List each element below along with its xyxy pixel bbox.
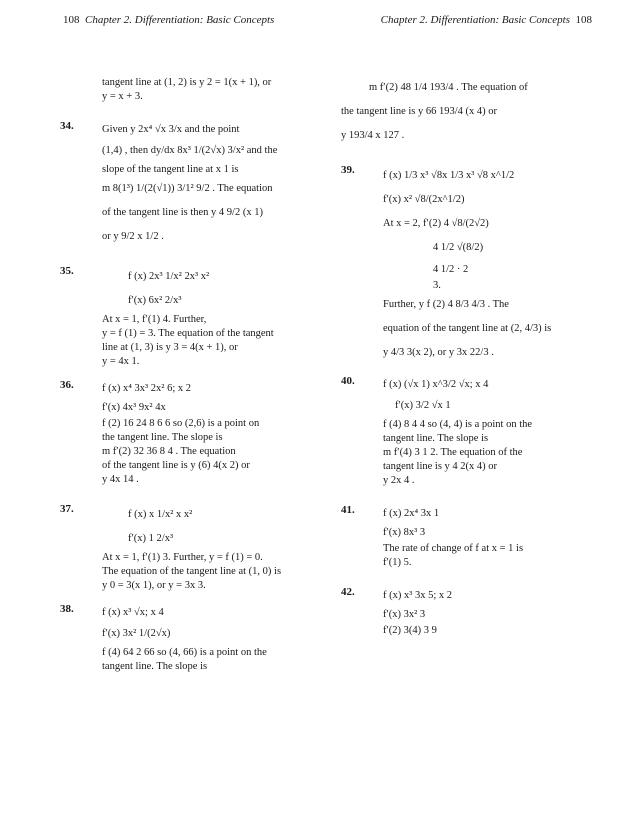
text-line: Given y 2x⁴ √x 3/x and the point [102, 124, 240, 135]
text-line: tangent line. The slope is [102, 661, 208, 672]
equation-line: 4 1/2 √(8/2) [433, 242, 484, 253]
chapter-title: Chapter 2. Differentiation: Basic Concepts [85, 14, 275, 26]
left-column [60, 76, 312, 674]
problem-number: 38. [60, 603, 74, 615]
text-line: y 2x 4 . [383, 475, 415, 486]
equation-line: f (x) x 1/x² x x² [128, 509, 193, 520]
text-line: y = f (1) = 3. The equation of the tangent [102, 328, 274, 339]
text-line: Further, y f (2) 4 8/3 4/3 . The [383, 299, 509, 310]
page-header-left [63, 14, 274, 26]
equation-line: f′(x) x² √8/(2x^1/2) [383, 194, 465, 205]
problem-number: 40. [341, 375, 355, 387]
text-line: The equation of the tangent line at (1, 0) is [102, 566, 282, 577]
text-line: (1,4) , then dy/dx 8x³ 1/(2√x) 3/x² and the [102, 145, 278, 156]
equation-line: 3. [433, 280, 441, 291]
equation-line: f (x) x³ 3x 5; x 2 [383, 590, 453, 601]
text-line: y 4x 14 . [102, 474, 139, 485]
equation-line: f′(2) 3(4) 3 9 [383, 625, 437, 636]
text-line: m f′(2) 48 1/4 193/4 . The equation of [369, 82, 528, 93]
text-line: The rate of change of f at x = 1 is [383, 543, 524, 554]
text-line: f (4) 8 4 4 so (4, 4) is a point on the [383, 419, 533, 430]
equation-line: f′(x) 3/2 √x 1 [395, 400, 451, 411]
text-line: m f′(2) 32 36 8 4 . The equation [102, 446, 236, 457]
equation-line: f′(x) 3x² 1/(2√x) [102, 628, 171, 639]
text-line: y = x + 3. [102, 91, 143, 102]
text-line: At x = 1, f′(1) 4. Further, [102, 314, 207, 325]
text-line: the tangent line. The slope is [102, 432, 223, 443]
page-number: 108 [63, 14, 80, 26]
problem-35 [60, 265, 312, 369]
problem-37 [60, 503, 312, 593]
equation-line: f′(x) 3x² 3 [383, 609, 426, 620]
problem-42 [341, 586, 593, 638]
problem-number: 37. [60, 503, 74, 515]
text-line: m 8(1³) 1/(2(√1)) 3/1² 9/2 . The equation [102, 183, 273, 194]
equation-line: f (x) 2x⁴ 3x 1 [383, 508, 440, 519]
text-line: or y 9/2 x 1/2 . [102, 231, 164, 242]
text-line: equation of the tangent line at (2, 4/3) is [383, 323, 552, 334]
equation-line: f (x) 1/3 x³ √8x 1/3 x³ √8 x^1/2 [383, 170, 515, 181]
text-line: of the tangent line is y (6) 4(x 2) or [102, 460, 250, 471]
text-line: y 4/3 3(x 2), or y 3x 22/3 . [383, 347, 494, 358]
equation-line: f (x) (√x 1) x^3/2 √x; x 4 [383, 379, 489, 390]
equation-line: f′(x) 8x³ 3 [383, 527, 426, 538]
text-line: At x = 2, f′(2) 4 √8/(2√2) [383, 218, 489, 229]
equation-line: f (x) x³ √x; x 4 [102, 607, 164, 618]
text-line: At x = 1, f′(1) 3. Further, y = f (1) = 0. [102, 552, 263, 563]
text-line: y 193/4 x 127 . [341, 130, 405, 141]
text-line: tangent line at (1, 2) is y 2 = 1(x + 1), or [102, 77, 272, 88]
text-line: slope of the tangent line at x 1 is [102, 164, 239, 175]
text-line: f (2) 16 24 8 6 6 so (2,6) is a point on [102, 418, 260, 429]
problem-number: 36. [60, 379, 74, 391]
text-line: the tangent line is y 66 193/4 (x 4) or [341, 106, 498, 117]
page-header-right [381, 14, 592, 26]
problem-41 [341, 504, 593, 570]
right-column [341, 76, 593, 638]
text-line: tangent line. The slope is [383, 433, 489, 444]
problem-number: 41. [341, 504, 355, 516]
text-line: m f′(4) 3 1 2. The equation of the [383, 447, 523, 458]
problem-number: 34. [60, 120, 74, 132]
text-line: line at (1, 3) is y 3 = 4(x + 1), or [102, 342, 238, 353]
problem-number: 35. [60, 265, 74, 277]
chapter-title: Chapter 2. Differentiation: Basic Concepts [380, 14, 570, 26]
equation-line: f′(x) 4x³ 9x² 4x [102, 402, 166, 413]
text-line: f′(1) 5. [383, 557, 412, 568]
problem-number: 42. [341, 586, 355, 598]
equation-line: f (x) 2x³ 1/x² 2x³ x² [128, 271, 210, 282]
problem-38 [60, 603, 312, 674]
equation-line: 4 1/2 · 2 [433, 264, 469, 275]
intro-text [60, 76, 312, 104]
equation-line: f′(x) 1 2/x³ [128, 533, 174, 544]
equation-line: f (x) x⁴ 3x³ 2x² 6; x 2 [102, 383, 191, 394]
text-line: y 0 = 3(x 1), or y = 3x 3. [102, 580, 206, 591]
equation-line: f′(x) 6x² 2/x³ [128, 295, 182, 306]
intro-text [341, 76, 593, 148]
problem-39 [341, 164, 593, 365]
problem-40 [341, 375, 593, 488]
text-line: tangent line is y 4 2(x 4) or [383, 461, 498, 472]
problem-36 [60, 379, 312, 487]
text-line: f (4) 64 2 66 so (4, 66) is a point on the [102, 647, 267, 658]
text-line: y = 4x 1. [102, 356, 140, 367]
problem-number: 39. [341, 164, 355, 176]
page-number: 108 [575, 14, 592, 26]
problem-34 [60, 120, 312, 249]
text-line: of the tangent line is then y 4 9/2 (x 1) [102, 207, 263, 218]
